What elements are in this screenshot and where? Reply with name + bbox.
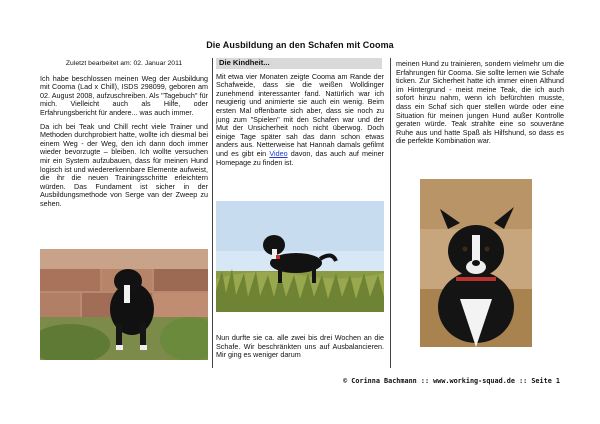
training-paragraph: Nun durfte sie ca. alle zwei bis drei Wochen an die Schafe. Wir beschränkten uns auf Ausbalancieren. Mir ging es weniger darum xyxy=(216,333,384,360)
column-middle xyxy=(216,60,384,172)
childhood-text: Mit etwa vier Monaten zeigte Cooma am Rande der Schafweide, dass sie die weißen Wolldinger zunehmend interessanter fand. Natürlich war ich neugierig und animierte sie auch ein wenig. Beim ersten Mal offenbarte sich aber, dass sie noch zu jung zum "Spielen" mit den Schafen war und der Mut der Unsicherheit noch nicht überwog. Doch einige Tage später sah das dann schon etwas anders aus. Netterweise hat Hannah damals gefilmt und es gibt ein xyxy=(216,71,384,158)
section-heading: Die Kindheit... xyxy=(216,58,382,69)
column-left xyxy=(40,60,208,214)
childhood-text-end: davon, das auch auf meiner Homepage zu finden ist. xyxy=(216,148,384,167)
method-paragraph: Da ich bei Teak und Chill recht viele Trainer und Methoden durchprobiert hatte, wollte ich diesmal bei einem Weg - der Weg, den ich dann doch immer wieder bevorzugte – bleiben. Ich wollte versuchen mir ein System aufzubauen, dass für meinen Hund logisch ist und wiedererkennbare Elemente aufweist, die ihr die neuen Trainingsschritte erleichtern würden. Das Fundament ist sicher in der Ausbildungsmethode von Serge van der Zweep zu sehen. xyxy=(40,121,208,208)
column-divider-right xyxy=(390,58,391,368)
intro-paragraph: Ich habe beschlossen meinen Weg der Ausbildung mit Cooma (Lad x Chill), ISDS 298099, geboren am 02. August 2008, aufzuschreiben. Als "Tagebuch" für mich. Vielleicht auch als Hilfe, oder Erfahrungsbericht für andere... was auch immer. xyxy=(40,73,208,117)
page-footer: © Corinna Bachmann :: www.working-squad.de :: Seite 1 xyxy=(343,377,560,385)
photo-puppy-on-wall xyxy=(40,249,208,360)
last-edited-date: Zuletzt bearbeitet am: 02. Januar 2011 xyxy=(65,60,183,67)
video-link[interactable]: Video xyxy=(269,148,288,158)
document-title: Die Ausbildung an den Schafen mit Cooma xyxy=(206,40,394,50)
experience-paragraph: meinen Hund zu trainieren, sondern vielmehr um die Erfahrungen für Cooma. Sie sollte lernen wie Schafe ticken. Zur Sicherheit hatte ich immer einen Althund im Hintergrund - meist meine Teak, die ich auch sofort hinzu nahm, wenn ich befürchten musste, dass ein Schaf sich quer stellen würde oder eine Situation für meinen jungen Hund außer Kontrolle geraten würde. Teak strahlte eine so souveräne Ruhe aus und hatte Spaß als Hilfshund, so dass es die perfekte Kombination war. xyxy=(396,59,564,146)
column-divider-left xyxy=(212,58,213,368)
photo-puppy-portrait xyxy=(420,179,532,347)
photo-puppy-in-grass xyxy=(216,201,384,312)
childhood-paragraph xyxy=(216,73,384,168)
column-right xyxy=(396,60,564,151)
